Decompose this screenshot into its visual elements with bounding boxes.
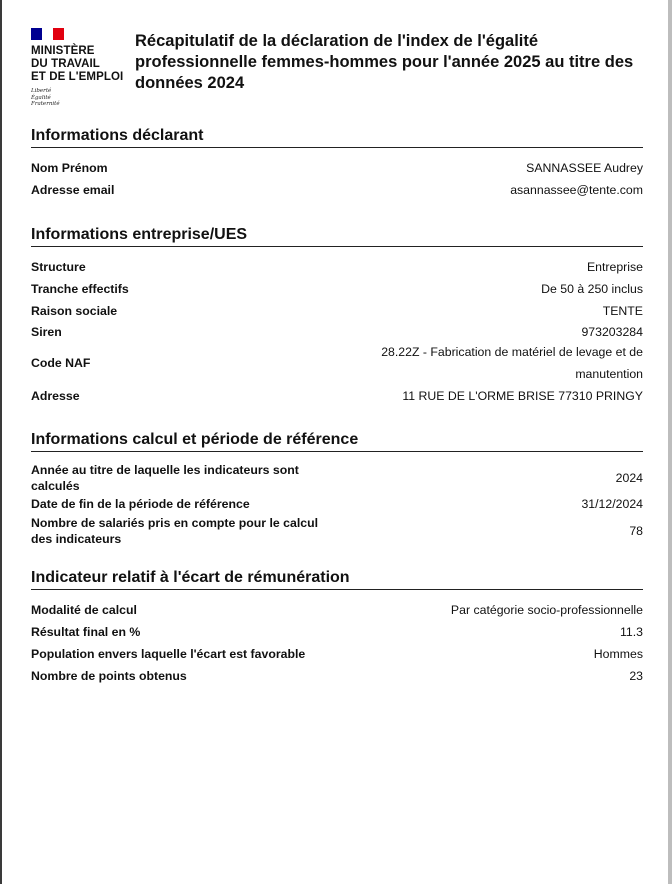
field-row [31, 341, 643, 385]
field-value: Hommes [593, 647, 643, 661]
section-title: Informations calcul et période de référence [31, 430, 643, 452]
field-value: SANNASSEE Audrey [526, 161, 643, 175]
field-value: 78 [629, 524, 643, 538]
section-ecart-remuneration [31, 568, 643, 693]
section-title: Informations entreprise/UES [31, 225, 643, 247]
field-label: Code NAF [31, 356, 91, 370]
field-label: Résultat final en % [31, 625, 141, 639]
ministry-line: MINISTÈRE [31, 45, 95, 57]
document-title: Récapitulatif de la déclaration de l'index de l'égalité professionnelle femmes-hommes pour l'année 2025 au titre des données 2024 [135, 32, 634, 92]
field-value: Par catégorie socio-professionnelle [450, 603, 643, 617]
section-entreprise [31, 225, 643, 410]
page-right-edge [668, 0, 672, 884]
field-label: Adresse email [31, 183, 115, 197]
field-row [31, 643, 643, 665]
republic-motto [31, 88, 131, 108]
motto-line: Liberté [31, 88, 52, 94]
field-row [31, 599, 643, 621]
field-row [31, 278, 643, 300]
field-label: Nombre de points obtenus [31, 669, 187, 683]
field-label: Population envers laquelle l'écart est favorable [31, 647, 306, 661]
ministry-name [31, 45, 131, 84]
ministry-line: ET DE L'EMPLOI [31, 71, 124, 83]
french-flag-icon [31, 28, 64, 40]
field-value: 23 [629, 669, 643, 683]
field-value: 11 RUE DE L'ORME BRISE 77310 PRINGY [402, 389, 643, 403]
field-label: Nom Prénom [31, 161, 108, 175]
field-label: Tranche effectifs [31, 282, 129, 296]
field-row [31, 665, 643, 687]
field-value: 973203284 [581, 325, 643, 339]
section-title: Informations déclarant [31, 126, 643, 148]
field-label: Raison sociale [31, 304, 118, 318]
motto-line: Égalité [31, 94, 51, 101]
field-value: De 50 à 250 inclus [541, 282, 643, 296]
field-row [31, 461, 643, 495]
field-row [31, 321, 643, 343]
field-label: Nombre de salariés pris en compte pour le calcul des indicateurs [31, 516, 319, 546]
field-value: asannassee@tente.com [510, 183, 643, 197]
field-row [31, 385, 643, 407]
ministry-logo [31, 28, 131, 108]
section-calcul [31, 430, 643, 555]
field-row [31, 621, 643, 643]
field-label: Modalité de calcul [31, 603, 137, 617]
field-row [31, 300, 643, 322]
field-value: Entreprise [586, 260, 643, 274]
field-label: Siren [31, 325, 62, 339]
page-left-edge [0, 0, 2, 884]
field-label: Année au titre de laquelle les indicateurs sont calculés [31, 463, 299, 493]
field-value: 31/12/2024 [581, 497, 643, 511]
field-row [31, 493, 643, 515]
field-value: TENTE [602, 304, 643, 318]
field-row [31, 514, 643, 548]
field-row [31, 157, 643, 179]
field-label: Date de fin de la période de référence [31, 497, 250, 511]
field-label: Adresse [31, 389, 80, 403]
section-declarant [31, 126, 643, 206]
field-value: 11.3 [619, 625, 643, 639]
section-title: Indicateur relatif à l'écart de rémunération [31, 568, 643, 590]
field-value: 2024 [615, 471, 643, 485]
field-row [31, 256, 643, 278]
field-row [31, 179, 643, 201]
field-label: Structure [31, 260, 86, 274]
field-value: 28.22Z - Fabrication de matériel de levage et de manutention [381, 345, 643, 381]
motto-line: Fraternité [31, 101, 60, 107]
ministry-line: DU TRAVAIL [31, 58, 100, 70]
